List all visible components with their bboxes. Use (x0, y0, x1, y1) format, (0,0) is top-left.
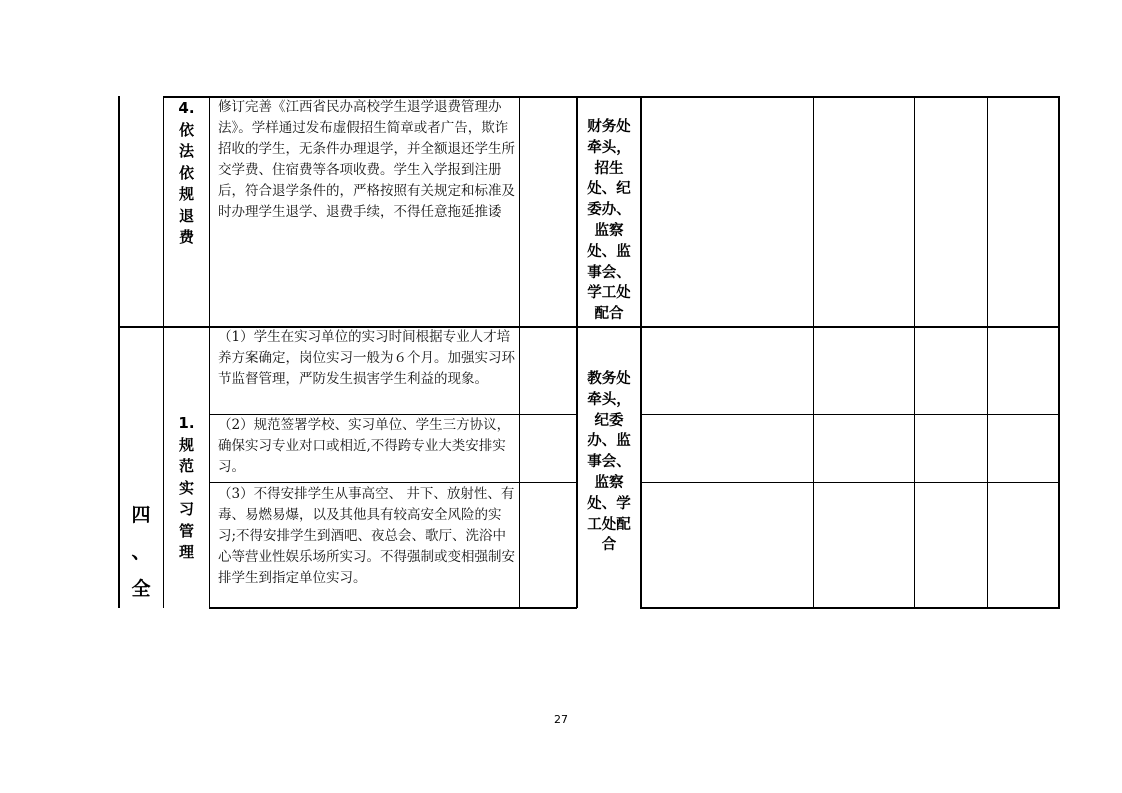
table-bottom-border-right (640, 607, 1060, 609)
item-label-internship: 1. 规 范 实 习 管 理 (178, 414, 195, 561)
col-divider-blank1 (519, 96, 520, 608)
category-label-four: 四 、 全 (131, 504, 151, 600)
col-divider-blank5 (987, 96, 988, 608)
sub-row-divider-2-right (640, 482, 1060, 483)
content-internship-1: （1）学生在实习单位的实习时间根据专业人才培养方案确定，岗位实习一般为６个月。加强实习环节监督管理，严防发生损害学生利益的现象。 (218, 329, 515, 387)
table-bottom-border (209, 607, 577, 609)
content-internship-3: （3）不得安排学生从事高空、 井下、放射性、有毒、易燃易爆，以及其他具有较高安全风险的实习;不得安排学生到酒吧、夜总会、歌厅、洗浴中心等营业性娱乐场所实习。不得强制或变相强制安排学生到指定单位实习。 (218, 486, 515, 586)
responsible-refund: 财务处 牵头， 招生 处、纪 委办、 监察 处、监 事会、 学工处 配合 (587, 119, 631, 323)
table-right-border (1058, 96, 1060, 608)
col-divider-blank2 (640, 96, 642, 608)
col-divider-blank3 (813, 96, 814, 608)
page-number: 27 (554, 713, 568, 726)
content-refund: 修订完善《江西省民办高校学生退学退费管理办法》。学样通过发布虚假招生简章或者广告，欺诈招收的学生，无条件办理退学，并全额退还学生所交学费、住宿费等各项收费。学生入学报到注册后，符合退学条件的，严格按照有关规定和标准及时办理学生退学、退费手续，不得任意拖延推诿 (218, 99, 515, 220)
col-divider-content (209, 96, 210, 608)
sub-row-divider-2 (209, 482, 577, 483)
content-internship-2: （2）规范签署学校、实习单位、学生三方协议，确保实习专业对口或相近,不得跨专业大类安排实习。 (218, 417, 511, 475)
responsible-internship: 教务处 牵头， 纪委 办、监 事会、 监察 处、学 工处配 合 (587, 371, 631, 554)
item-label-refund: 4. 依 法 依 规 退 费 (178, 99, 195, 246)
sub-row-divider-1-right (640, 414, 1060, 415)
col-divider-blank4 (914, 96, 915, 608)
